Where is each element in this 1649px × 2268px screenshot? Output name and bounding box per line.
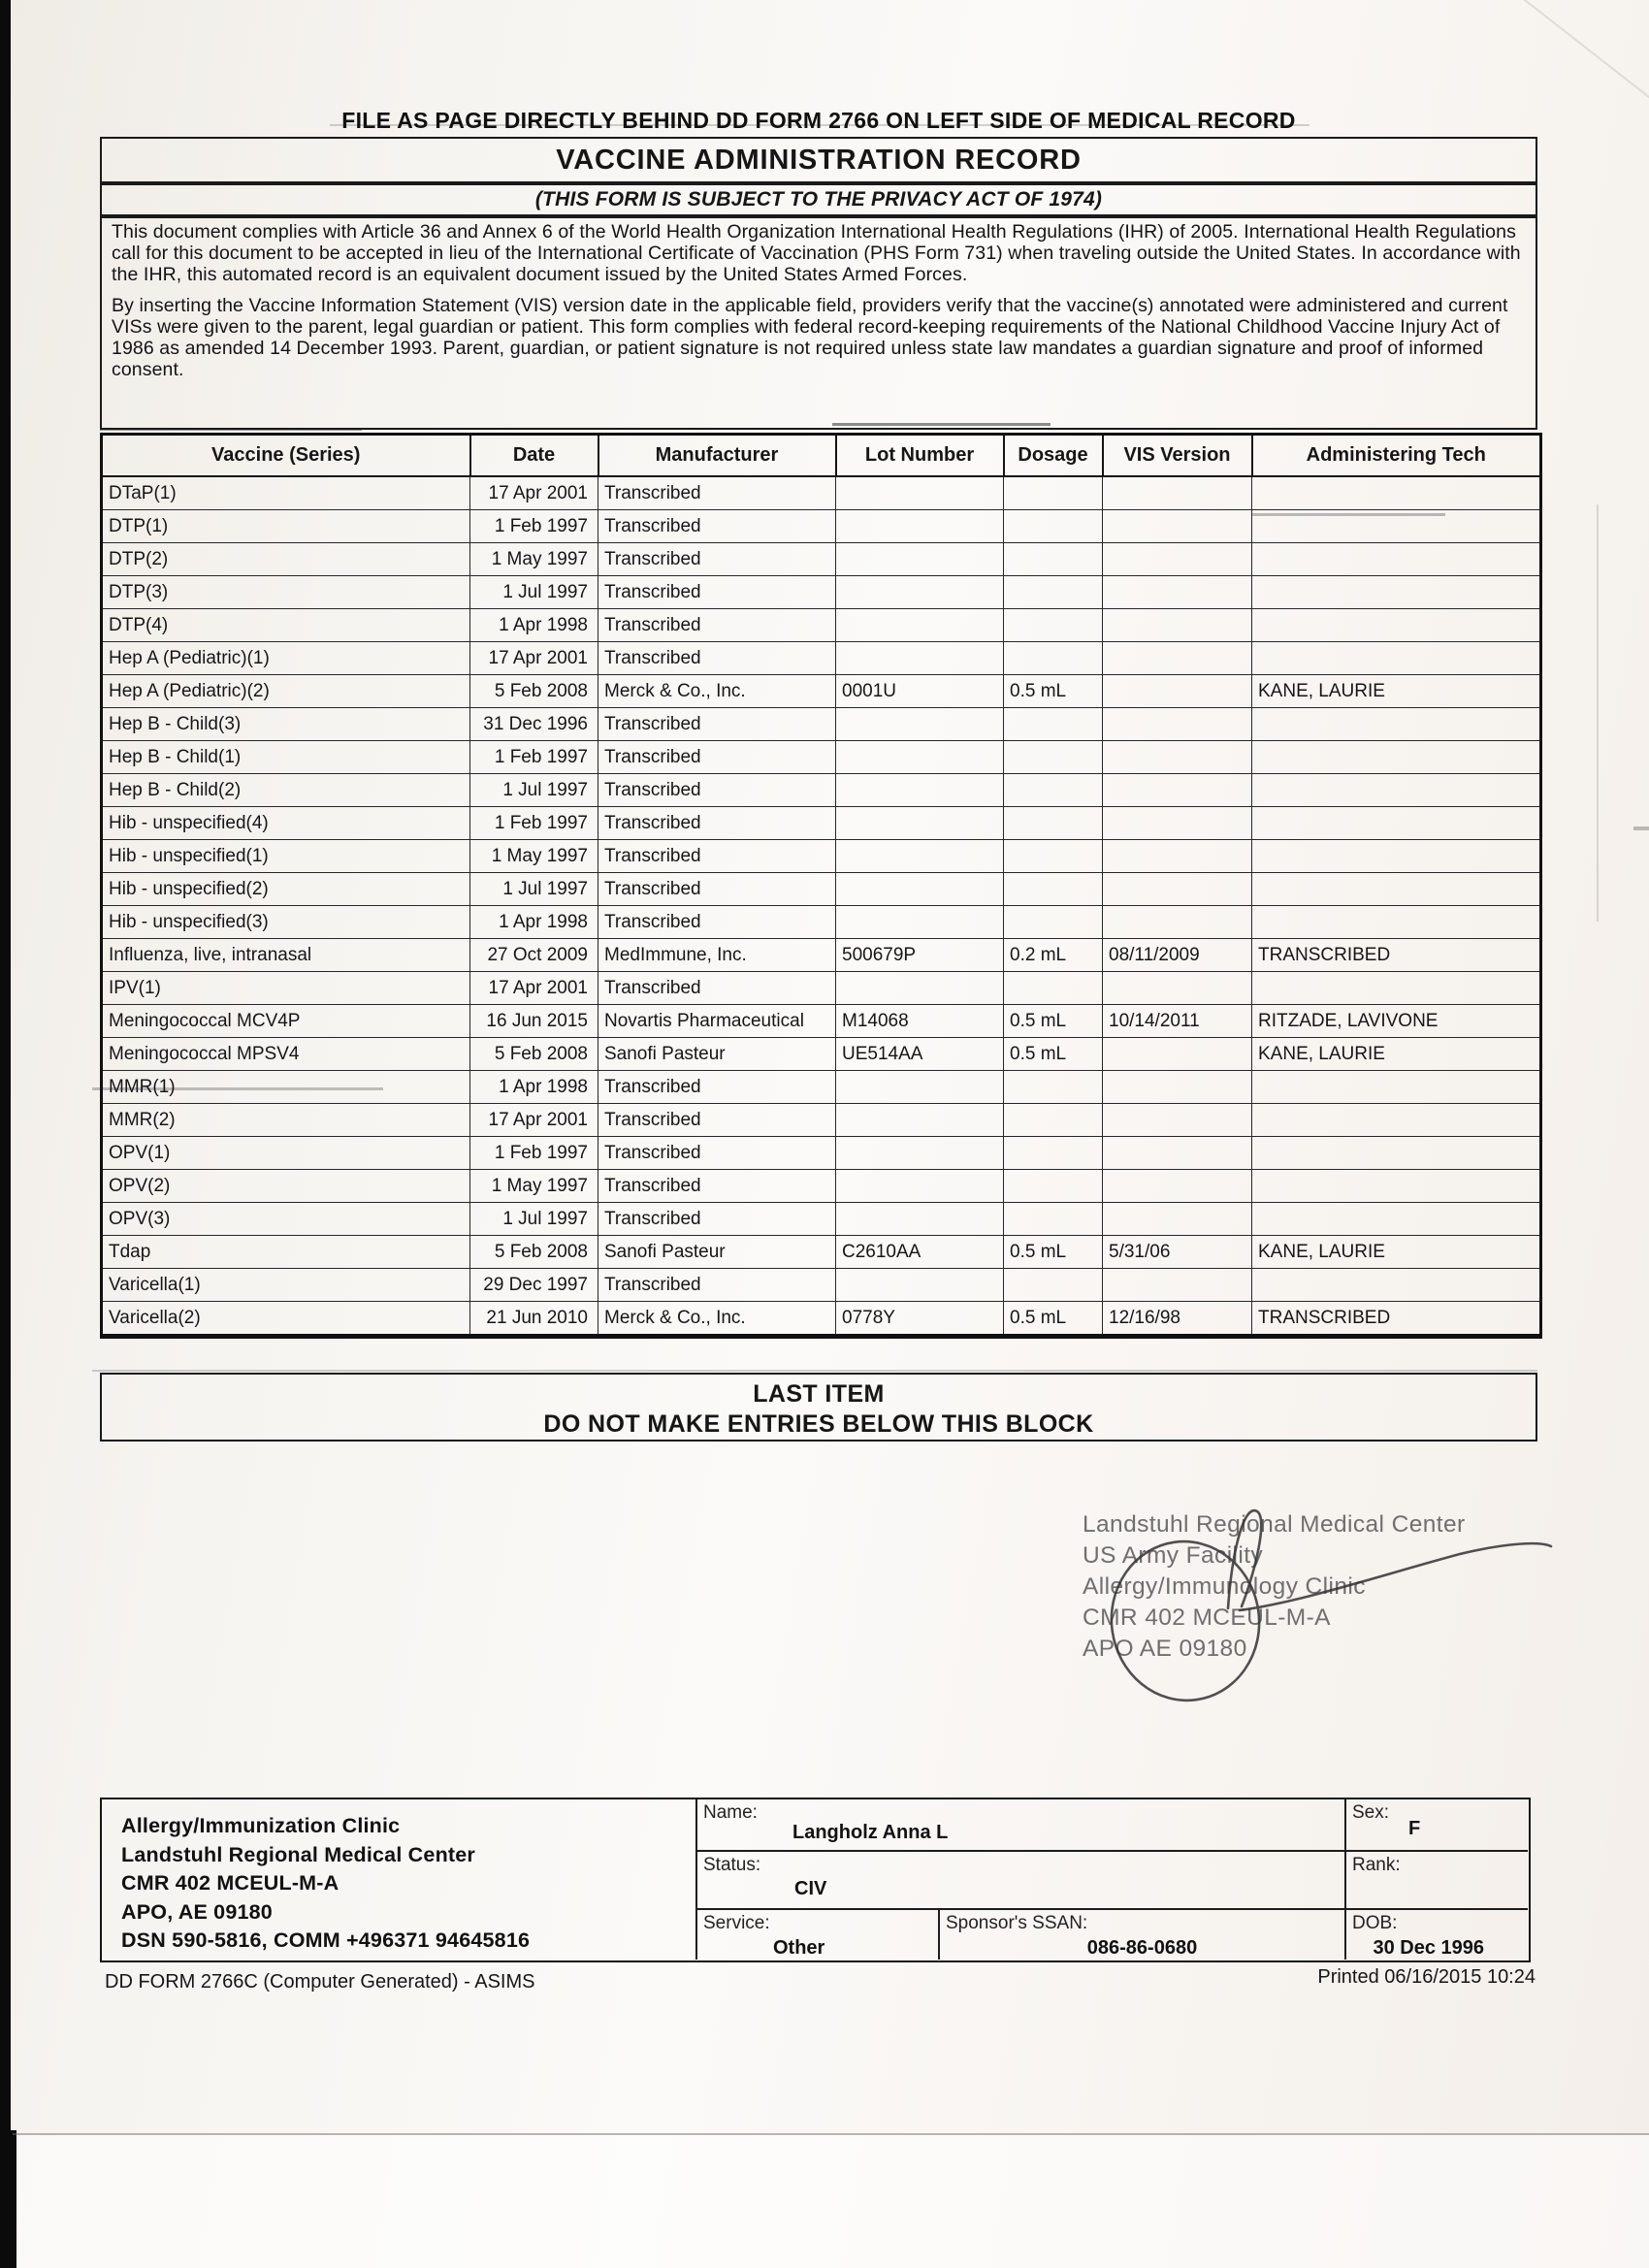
cell-manufacturer: Transcribed xyxy=(598,807,836,840)
cell-manufacturer: Transcribed xyxy=(598,840,836,873)
cell-dosage xyxy=(1004,873,1103,906)
cell-manufacturer: Sanofi Pasteur xyxy=(598,1038,836,1071)
cell-vis xyxy=(1103,708,1252,741)
form-title: VACCINE ADMINISTRATION RECORD xyxy=(556,145,1082,176)
cell-vis xyxy=(1103,1104,1252,1137)
table-row xyxy=(102,774,1541,807)
cell-lot xyxy=(836,906,1004,939)
cell-lot xyxy=(836,576,1004,609)
cell-vaccine: OPV(1) xyxy=(102,1137,470,1170)
stamp-line: US Army Facility xyxy=(1083,1542,1264,1569)
cell-tech xyxy=(1252,741,1541,774)
cell-lot xyxy=(836,1203,1004,1236)
cell-vaccine: DTP(3) xyxy=(102,576,470,609)
scan-artifact xyxy=(1633,826,1649,830)
table-row xyxy=(102,1071,1541,1104)
cell-lot xyxy=(836,774,1004,807)
vaccine-administration-table xyxy=(100,433,1542,1339)
cell-date: 1 Jul 1997 xyxy=(470,576,598,609)
cell-vis xyxy=(1103,576,1252,609)
cell-lot xyxy=(836,543,1004,576)
cell-tech xyxy=(1252,476,1541,510)
table-row xyxy=(102,708,1541,741)
header-lot-number: Lot Number xyxy=(836,435,1004,477)
table-row xyxy=(102,675,1541,708)
cell-manufacturer: Transcribed xyxy=(598,1203,836,1236)
cell-tech xyxy=(1252,840,1541,873)
vaccine-table-body xyxy=(102,476,1541,1337)
cell-date: 1 Jul 1997 xyxy=(470,873,598,906)
cell-vaccine: Hep B - Child(3) xyxy=(102,708,470,741)
cell-date: 17 Apr 2001 xyxy=(470,972,598,1005)
filing-instruction: FILE AS PAGE DIRECTLY BEHIND DD FORM 2766 ON LEFT SIDE OF MEDICAL RECORD xyxy=(341,108,1296,133)
scan-edge-strip-bottom xyxy=(0,2130,16,2268)
cell-tech xyxy=(1252,609,1541,642)
cell-tech: TRANSCRIBED xyxy=(1252,939,1541,972)
header-vaccine-series: Vaccine (Series) xyxy=(102,435,470,477)
cell-dosage: 0.5 mL xyxy=(1004,1302,1103,1337)
form-identifier: DD FORM 2766C (Computer Generated) - ASIMS xyxy=(105,1971,535,1993)
cell-manufacturer: Merck & Co., Inc. xyxy=(598,1302,836,1337)
cell-tech: RITZADE, LAVIVONE xyxy=(1252,1005,1541,1038)
cell-vis xyxy=(1103,741,1252,774)
table-row xyxy=(102,1269,1541,1302)
cell-vis xyxy=(1103,543,1252,576)
clinic-address-line: APO, AE 09180 xyxy=(121,1899,273,1924)
cell-vis xyxy=(1103,807,1252,840)
cell-vis: 12/16/98 xyxy=(1103,1302,1252,1337)
table-header-row xyxy=(102,435,1541,477)
cell-dosage xyxy=(1004,642,1103,675)
stamp-line: CMR 402 MCEUL-M-A xyxy=(1083,1604,1331,1631)
table-row xyxy=(102,1038,1541,1071)
sex-cell xyxy=(1344,1799,1528,1850)
table-row xyxy=(102,609,1541,642)
cell-dosage: 0.5 mL xyxy=(1004,1038,1103,1071)
cell-vaccine: Varicella(2) xyxy=(102,1302,470,1337)
cell-vaccine: MMR(1) xyxy=(102,1071,470,1104)
cell-vis xyxy=(1103,840,1252,873)
sponsor-ssan-value: 086-86-0680 xyxy=(1086,1937,1198,1959)
status-cell xyxy=(695,1850,1344,1908)
cell-manufacturer: Novartis Pharmaceutical xyxy=(598,1005,836,1038)
table-row xyxy=(102,1104,1541,1137)
clinic-address-line: CMR 402 MCEUL-M-A xyxy=(121,1871,340,1895)
rank-label: Rank: xyxy=(1352,1855,1401,1875)
cell-date: 5 Feb 2008 xyxy=(470,1038,598,1071)
clinic-address xyxy=(102,1799,695,1956)
cell-vaccine: Hep A (Pediatric)(1) xyxy=(102,642,470,675)
dob-cell xyxy=(1344,1908,1528,1960)
cell-tech xyxy=(1252,774,1541,807)
cell-vaccine: Hib - unspecified(1) xyxy=(102,840,470,873)
cell-date: 17 Apr 2001 xyxy=(470,476,598,510)
status-value: CIV xyxy=(794,1878,827,1899)
sex-value: F xyxy=(1408,1818,1421,1839)
cell-manufacturer: Transcribed xyxy=(598,609,836,642)
cell-tech: KANE, LAURIE xyxy=(1252,1236,1541,1269)
cell-lot xyxy=(836,510,1004,543)
clinic-ink-stamp xyxy=(1083,1509,1466,1665)
cell-lot xyxy=(836,807,1004,840)
cell-manufacturer: Transcribed xyxy=(598,1137,836,1170)
cell-lot: 0778Y xyxy=(836,1302,1004,1337)
cell-vis xyxy=(1103,1203,1252,1236)
table-row xyxy=(102,1005,1541,1038)
service-cell xyxy=(695,1908,938,1960)
cell-vaccine: Hib - unspecified(4) xyxy=(102,807,470,840)
cell-lot: 500679P xyxy=(836,939,1004,972)
cell-manufacturer: Transcribed xyxy=(598,1071,836,1104)
stamp-line: APO AE 09180 xyxy=(1083,1636,1247,1662)
table-row xyxy=(102,840,1541,873)
cell-vaccine: IPV(1) xyxy=(102,972,470,1005)
clinic-address-line: Landstuhl Regional Medical Center xyxy=(121,1842,475,1866)
cell-date: 27 Oct 2009 xyxy=(470,939,598,972)
cell-lot: M14068 xyxy=(836,1005,1004,1038)
cell-lot xyxy=(836,1071,1004,1104)
cell-lot xyxy=(836,1137,1004,1170)
cell-vaccine: Varicella(1) xyxy=(102,1269,470,1302)
header-vis-version: VIS Version xyxy=(1103,435,1252,477)
cell-date: 1 May 1997 xyxy=(470,543,598,576)
table-row xyxy=(102,1203,1541,1236)
cell-date: 17 Apr 2001 xyxy=(470,1104,598,1137)
service-value: Other xyxy=(773,1937,825,1959)
table-row xyxy=(102,873,1541,906)
cell-dosage xyxy=(1004,1203,1103,1236)
cell-vaccine: Influenza, live, intranasal xyxy=(102,939,470,972)
cell-lot xyxy=(836,1104,1004,1137)
cell-tech xyxy=(1252,510,1541,543)
cell-date: 1 May 1997 xyxy=(470,840,598,873)
cell-dosage xyxy=(1004,906,1103,939)
no-entries-line: DO NOT MAKE ENTRIES BELOW THIS BLOCK xyxy=(543,1410,1094,1438)
cell-lot: C2610AA xyxy=(836,1236,1004,1269)
cell-date: 31 Dec 1996 xyxy=(470,708,598,741)
stamp-line: Landstuhl Regional Medical Center xyxy=(1083,1511,1466,1538)
rank-cell xyxy=(1344,1850,1528,1908)
cell-vis xyxy=(1103,476,1252,510)
cell-lot: UE514AA xyxy=(836,1038,1004,1071)
cell-manufacturer: Transcribed xyxy=(598,1269,836,1302)
privacy-notice-box xyxy=(100,183,1537,216)
cell-dosage xyxy=(1004,807,1103,840)
cell-date: 17 Apr 2001 xyxy=(470,642,598,675)
dob-value: 30 Dec 1996 xyxy=(1373,1937,1484,1959)
cell-manufacturer: Merck & Co., Inc. xyxy=(598,675,836,708)
table-row xyxy=(102,807,1541,840)
compliance-text-box xyxy=(100,216,1537,430)
cell-vis xyxy=(1103,1137,1252,1170)
cell-dosage xyxy=(1004,510,1103,543)
clinic-address-cell xyxy=(102,1799,695,1960)
cell-vaccine: Hep B - Child(2) xyxy=(102,774,470,807)
cell-tech xyxy=(1252,1203,1541,1236)
table-row xyxy=(102,1302,1541,1337)
cell-lot xyxy=(836,476,1004,510)
compliance-paragraph-1: This document complies with Article 36 and Annex 6 of the World Health Organization International Health Regulations (IHR) of 2005. International Health Regulations call for this document to be accepted in lieu of the International Certificate of Vaccination (PHS Form 731) when traveling outside the United States. In accordance with the IHR, this automated record is an equivalent document issued by the United States Armed Forces. xyxy=(112,221,1521,286)
cell-date: 1 Apr 1998 xyxy=(470,1071,598,1104)
cell-manufacturer: Sanofi Pasteur xyxy=(598,1236,836,1269)
cell-manufacturer: MedImmune, Inc. xyxy=(598,939,836,972)
printed-timestamp: Printed 06/16/2015 10:24 xyxy=(1317,1966,1536,1988)
cell-vis: 10/14/2011 xyxy=(1103,1005,1252,1038)
cell-vis xyxy=(1103,1071,1252,1104)
cell-lot xyxy=(836,840,1004,873)
cell-vis xyxy=(1103,906,1252,939)
cell-date: 1 Jul 1997 xyxy=(470,774,598,807)
cell-date: 1 Jul 1997 xyxy=(470,1203,598,1236)
sex-label: Sex: xyxy=(1352,1802,1390,1823)
cell-dosage xyxy=(1004,840,1103,873)
cell-dosage xyxy=(1004,1071,1103,1104)
cell-lot xyxy=(836,972,1004,1005)
cell-vaccine: DTP(4) xyxy=(102,609,470,642)
cell-vis xyxy=(1103,1269,1252,1302)
sponsor-ssan-cell xyxy=(938,1908,1344,1960)
service-label: Service: xyxy=(703,1913,770,1933)
cell-vaccine: OPV(2) xyxy=(102,1170,470,1203)
dob-label: DOB: xyxy=(1352,1913,1398,1933)
cell-manufacturer: Transcribed xyxy=(598,1170,836,1203)
cell-dosage xyxy=(1004,774,1103,807)
last-item-line: LAST ITEM xyxy=(753,1380,885,1408)
scan-background-sheet xyxy=(16,2135,1649,2268)
cell-dosage: 0.2 mL xyxy=(1004,939,1103,972)
privacy-notice: (THIS FORM IS SUBJECT TO THE PRIVACY ACT OF 1974) xyxy=(534,188,1103,211)
cell-vaccine: Hib - unspecified(2) xyxy=(102,873,470,906)
cell-manufacturer: Transcribed xyxy=(598,741,836,774)
cell-manufacturer: Transcribed xyxy=(598,642,836,675)
last-item-block xyxy=(100,1373,1537,1442)
cell-dosage xyxy=(1004,609,1103,642)
cell-tech xyxy=(1252,1269,1541,1302)
cell-tech xyxy=(1252,1170,1541,1203)
cell-manufacturer: Transcribed xyxy=(598,774,836,807)
cell-dosage xyxy=(1004,741,1103,774)
cell-date: 1 Feb 1997 xyxy=(470,741,598,774)
cell-vis xyxy=(1103,675,1252,708)
cell-vis: 08/11/2009 xyxy=(1103,939,1252,972)
cell-manufacturer: Transcribed xyxy=(598,543,836,576)
cell-vis xyxy=(1103,774,1252,807)
cell-dosage xyxy=(1004,476,1103,510)
table-row xyxy=(102,510,1541,543)
cell-dosage: 0.5 mL xyxy=(1004,1005,1103,1038)
cell-dosage xyxy=(1004,1104,1103,1137)
cell-tech: KANE, LAURIE xyxy=(1252,675,1541,708)
clinic-address-line: DSN 590-5816, COMM +496371 94645816 xyxy=(121,1928,531,1952)
cell-vaccine: Meningococcal MCV4P xyxy=(102,1005,470,1038)
compliance-paragraph-2: By inserting the Vaccine Information Statement (VIS) version date in the applicable field, providers verify that the vaccine(s) annotated were administered and current VISs were given to the parent, legal guardian or patient. This form complies with federal record-keeping requirements of the National Childhood Vaccine Injury Act of 1986 as amended 14 December 1993. Parent, guardian, or patient signature is not required unless state law mandates a guardian signature and proof of informed consent. xyxy=(112,294,1508,381)
cell-vaccine: Tdap xyxy=(102,1236,470,1269)
cell-vis xyxy=(1103,1038,1252,1071)
cell-dosage xyxy=(1004,1137,1103,1170)
name-cell xyxy=(695,1799,1344,1850)
cell-date: 1 Apr 1998 xyxy=(470,609,598,642)
name-label: Name: xyxy=(703,1802,758,1823)
table-row xyxy=(102,1170,1541,1203)
cell-manufacturer: Transcribed xyxy=(598,510,836,543)
cell-dosage: 0.5 mL xyxy=(1004,675,1103,708)
cell-tech: KANE, LAURIE xyxy=(1252,1038,1541,1071)
cell-date: 5 Feb 2008 xyxy=(470,1236,598,1269)
cell-vis xyxy=(1103,642,1252,675)
table-row xyxy=(102,972,1541,1005)
table-row xyxy=(102,1137,1541,1170)
table-row xyxy=(102,906,1541,939)
table-row xyxy=(102,476,1541,510)
cell-dosage xyxy=(1004,1170,1103,1203)
cell-vaccine: DTaP(1) xyxy=(102,476,470,510)
cell-date: 1 Feb 1997 xyxy=(470,1137,598,1170)
cell-lot xyxy=(836,1269,1004,1302)
header-manufacturer: Manufacturer xyxy=(598,435,836,477)
cell-manufacturer: Transcribed xyxy=(598,576,836,609)
cell-date: 16 Jun 2015 xyxy=(470,1005,598,1038)
header-date: Date xyxy=(470,435,598,477)
cell-manufacturer: Transcribed xyxy=(598,873,836,906)
cell-date: 1 Feb 1997 xyxy=(470,807,598,840)
cell-tech xyxy=(1252,1137,1541,1170)
cell-lot xyxy=(836,741,1004,774)
cell-vaccine: OPV(3) xyxy=(102,1203,470,1236)
cell-lot xyxy=(836,642,1004,675)
cell-tech xyxy=(1252,708,1541,741)
table-row xyxy=(102,741,1541,774)
cell-lot xyxy=(836,708,1004,741)
cell-dosage xyxy=(1004,708,1103,741)
table-row xyxy=(102,642,1541,675)
cell-manufacturer: Transcribed xyxy=(598,708,836,741)
sponsor-ssan-label: Sponsor's SSAN: xyxy=(946,1913,1088,1933)
cell-tech xyxy=(1252,1104,1541,1137)
cell-vis: 5/31/06 xyxy=(1103,1236,1252,1269)
cell-date: 1 May 1997 xyxy=(470,1170,598,1203)
clinic-address-line: Allergy/Immunization Clinic xyxy=(121,1814,401,1837)
cell-manufacturer: Transcribed xyxy=(598,1104,836,1137)
cell-dosage xyxy=(1004,1269,1103,1302)
cell-dosage xyxy=(1004,543,1103,576)
name-value: Langholz Anna L xyxy=(792,1822,949,1843)
cell-tech xyxy=(1252,642,1541,675)
scan-artifact xyxy=(92,1370,1537,1372)
cell-date: 1 Apr 1998 xyxy=(470,906,598,939)
cell-manufacturer: Transcribed xyxy=(598,476,836,510)
cell-tech xyxy=(1252,972,1541,1005)
cell-date: 21 Jun 2010 xyxy=(470,1302,598,1337)
cell-vis xyxy=(1103,1170,1252,1203)
cell-vaccine: MMR(2) xyxy=(102,1104,470,1137)
stamp-line: Allergy/Immunology Clinic xyxy=(1083,1573,1366,1600)
cell-vaccine: Hep A (Pediatric)(2) xyxy=(102,675,470,708)
cell-tech xyxy=(1252,576,1541,609)
cell-vaccine: Hib - unspecified(3) xyxy=(102,906,470,939)
cell-tech xyxy=(1252,873,1541,906)
cell-manufacturer: Transcribed xyxy=(598,906,836,939)
cell-vaccine: DTP(2) xyxy=(102,543,470,576)
cell-lot: 0001U xyxy=(836,675,1004,708)
cell-dosage: 0.5 mL xyxy=(1004,1236,1103,1269)
cell-vis xyxy=(1103,510,1252,543)
cell-tech xyxy=(1252,1071,1541,1104)
cell-vaccine: Meningococcal MPSV4 xyxy=(102,1038,470,1071)
cell-lot xyxy=(836,873,1004,906)
cell-vaccine: DTP(1) xyxy=(102,510,470,543)
cell-vaccine: Hep B - Child(1) xyxy=(102,741,470,774)
cell-tech xyxy=(1252,543,1541,576)
cell-date: 1 Feb 1997 xyxy=(470,510,598,543)
cell-lot xyxy=(836,1170,1004,1203)
table-row xyxy=(102,576,1541,609)
cell-manufacturer: Transcribed xyxy=(598,972,836,1005)
cell-date: 5 Feb 2008 xyxy=(470,675,598,708)
header-dosage: Dosage xyxy=(1004,435,1103,477)
cell-dosage xyxy=(1004,576,1103,609)
scan-artifact xyxy=(1597,504,1599,922)
cell-lot xyxy=(836,609,1004,642)
cell-tech xyxy=(1252,807,1541,840)
cell-dosage xyxy=(1004,972,1103,1005)
cell-vis xyxy=(1103,972,1252,1005)
form-title-box xyxy=(100,137,1537,183)
cell-vis xyxy=(1103,609,1252,642)
status-label: Status: xyxy=(703,1855,761,1875)
header-administering-tech: Administering Tech xyxy=(1252,435,1541,477)
table-row xyxy=(102,1236,1541,1269)
cell-tech: TRANSCRIBED xyxy=(1252,1302,1541,1337)
cell-date: 29 Dec 1997 xyxy=(470,1269,598,1302)
cell-vis xyxy=(1103,873,1252,906)
scan-edge-strip xyxy=(0,0,11,2268)
table-row xyxy=(102,939,1541,972)
patient-info-block xyxy=(100,1798,1531,1962)
table-row xyxy=(102,543,1541,576)
cell-tech xyxy=(1252,906,1541,939)
